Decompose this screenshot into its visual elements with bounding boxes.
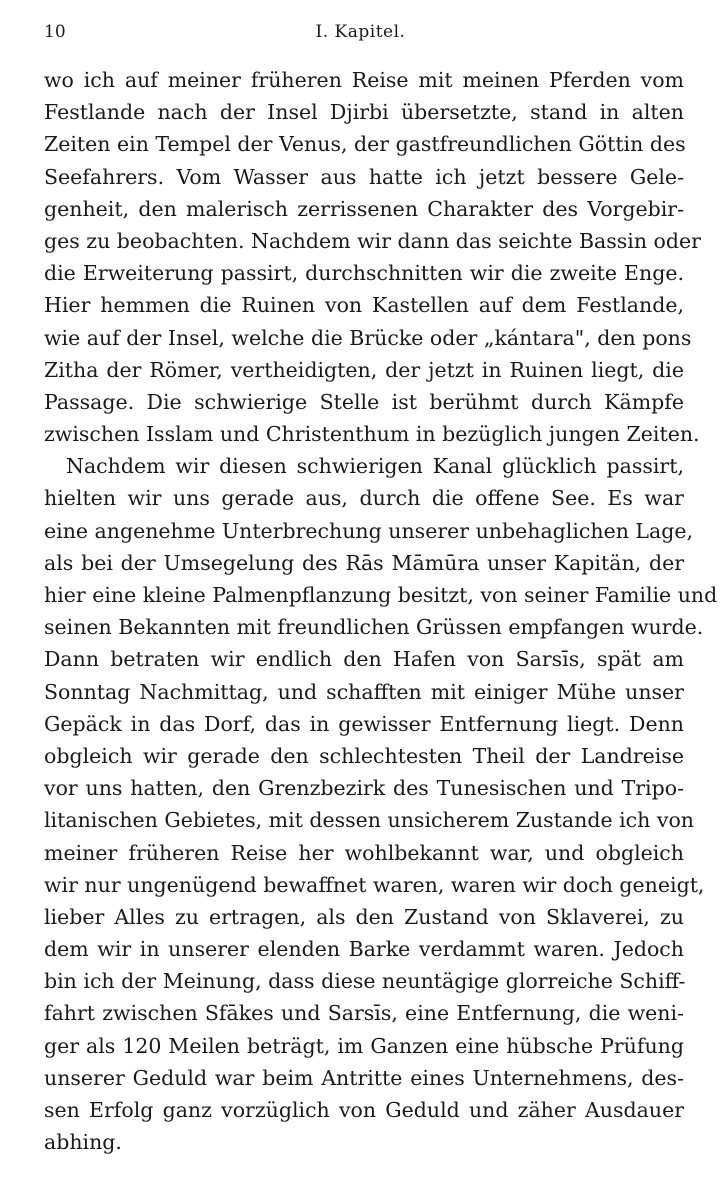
text-line: wir nur ungenügend bewaffnet waren, waren wir doch geneigt, [44,872,705,897]
page-number: 10 [44,22,66,42]
text-line: lieber Alles zu ertragen, als den Zustand von Sklaverei, zu [44,904,684,929]
text-line: Zitha der Römer, vertheidigten, der jetzt in Ruinen liegt, die [44,357,684,382]
body-text [44,64,718,1158]
text-line: hielten wir uns gerade aus, durch die offene See. Es war [44,486,684,511]
text-line: litanischen Gebietes, mit dessen unsicherem Zustande ich von [44,808,694,833]
page-header [44,22,677,50]
text-line: seinen Bekannten mit freundlichen Grüssen empfangen wurde. [44,615,704,640]
text-line: genheit, den malerisch zerrissenen Charakter des Vorgebir- [44,196,684,221]
text-line: zwischen Isslam und Christenthum in bezüglich jungen Zeiten. [44,422,700,447]
text-line: Zeiten ein Tempel der Venus, der gastfreundlichen Göttin des [44,132,686,157]
text-line: Festlande nach der Insel Djirbi übersetzte, stand in alten [44,100,684,125]
text-line: ger als 120 Meilen beträgt, im Ganzen eine hübsche Prüfung [44,1033,684,1058]
text-line: als bei der Umsegelung des Rās Māmūra unser Kapitän, der [44,550,684,575]
text-line: Sonntag Nachmittag, und schafften mit einiger Mühe unser [44,679,684,704]
text-line: ges zu beobachten. Nachdem wir dann das seichte Bassin oder [44,228,701,253]
text-line: bin ich der Meinung, dass diese neuntägige glorreiche Schiff- [44,969,686,994]
text-line: meiner früheren Reise her wohlbekannt war, und obgleich [44,840,684,865]
text-line: unserer Geduld war beim Antritte eines Unternehmens, des- [44,1065,684,1090]
text-line: abhing. [44,1130,122,1155]
text-line: Seefahrers. Vom Wasser aus hatte ich jetzt bessere Gele- [44,164,684,189]
text-line: vor uns hatten, den Grenzbezirk des Tunesischen und Tripo- [44,776,684,801]
text-line: Nachdem wir diesen schwierigen Kanal glücklich passirt, [66,454,684,479]
text-line: Gepäck in das Dorf, das in gewisser Entfernung liegt. Denn [44,711,684,736]
paragraph-1 [44,64,701,450]
text-line: wie auf der Insel, welche die Brücke oder „kántara", den pons [44,325,692,350]
text-line: eine angenehme Unterbrechung unserer unbehaglichen Lage, [44,518,694,543]
running-title: I. Kapitel. [315,22,406,42]
text-line: sen Erfolg ganz vorzüglich von Geduld und zäher Ausdauer [44,1098,684,1122]
text-line: die Erweiterung passirt, durchschnitten wir die zweite Enge. [44,261,684,286]
paragraph-2 [44,450,718,1158]
text-line: wo ich auf meiner früheren Reise mit meinen Pferden vom [44,68,684,92]
text-line: dem wir in unserer elenden Barke verdammt waren. Jedoch [44,937,684,962]
text-line: fahrt zwischen Sfākes und Sarsīs, eine Entfernung, die weni- [44,1001,684,1026]
text-line: obgleich wir gerade den schlechtesten Theil der Landreise [44,743,684,768]
text-line: Passage. Die schwierige Stelle ist berühmt durch Kämpfe [44,389,684,414]
text-line: Dann betraten wir endlich den Hafen von Sarsīs, spät am [44,647,684,672]
text-line: Hier hemmen die Ruinen von Kastellen auf dem Festlande, [44,293,684,318]
text-line: hier eine kleine Palmenpflanzung besitzt, von seiner Familie und [44,583,718,607]
